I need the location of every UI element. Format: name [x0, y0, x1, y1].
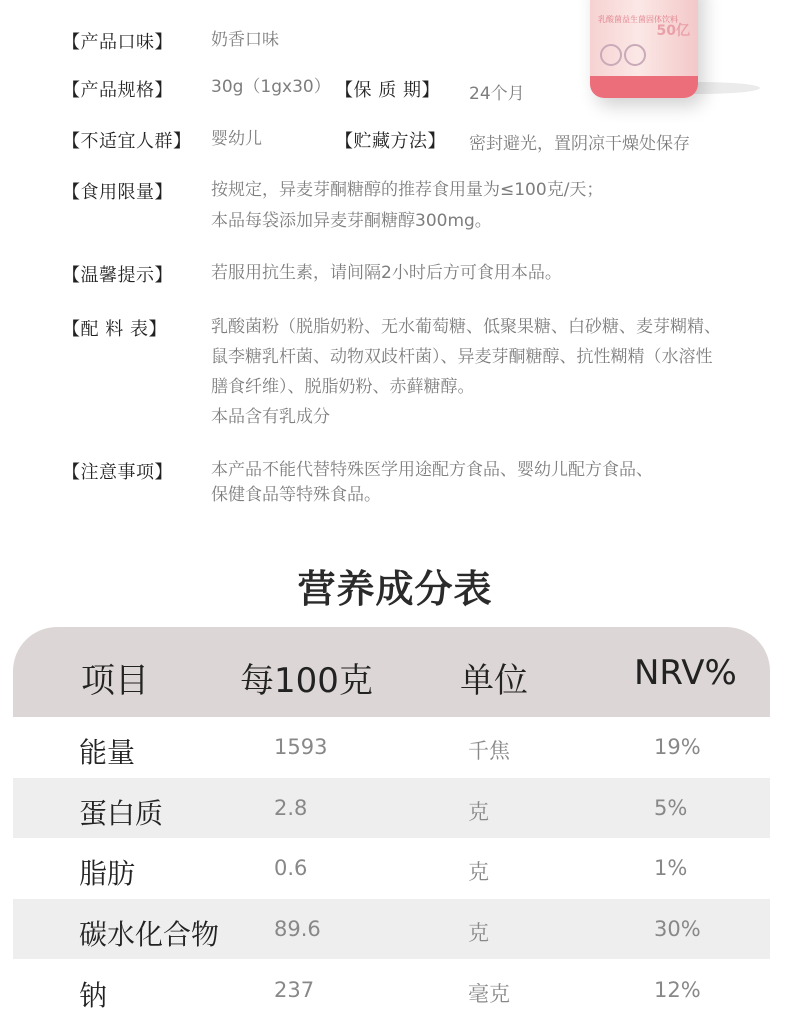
- flavor-value: 奶香口味: [211, 30, 279, 50]
- table-row: [13, 960, 770, 1020]
- can-text: 乳酸菌益生菌固体饮料: [598, 15, 678, 24]
- cell-value: 2.8: [274, 796, 308, 820]
- notes-line-2: 保健食品等特殊食品。: [211, 485, 381, 505]
- cell-unit: 克: [468, 800, 489, 824]
- ingredients-line-1: 乳酸菌粉（脱脂奶粉、无水葡萄糖、低聚果糖、白砂糖、麦芽糊精、: [211, 317, 721, 337]
- can-band: [590, 76, 698, 98]
- storage-value: 密封避光，置阴凉干燥处保存: [469, 134, 690, 154]
- cell-item: 蛋白质: [79, 797, 164, 830]
- cell-nrv: 30%: [654, 917, 701, 941]
- flavor-label: 【产品口味】: [62, 32, 173, 53]
- cell-value: 237: [274, 978, 315, 1002]
- storage-label: 【贮藏方法】: [335, 131, 446, 152]
- cell-unit: 克: [468, 921, 489, 945]
- spec-value: 30g（1gx30）: [211, 77, 331, 97]
- ingredients-line-2: 鼠李糖乳杆菌、动物双歧杆菌）、异麦芽酮糖醇、抗性糊精（水溶性: [211, 347, 713, 367]
- cell-nrv: 19%: [654, 735, 701, 759]
- header-unit: 单位: [460, 661, 528, 701]
- tips-value: 若服用抗生素，请间隔2小时后方可食用本品。: [211, 263, 562, 283]
- nutrition-title: 营养成分表: [297, 567, 493, 611]
- product-can-image: [590, 0, 698, 98]
- table-row: [13, 838, 770, 898]
- header-item: 项目: [81, 661, 149, 701]
- limit-label: 【食用限量】: [62, 182, 173, 203]
- can-percent: 50亿: [656, 23, 690, 39]
- cell-nrv: 1%: [654, 856, 688, 880]
- cell-value: 0.6: [274, 856, 308, 880]
- unsuitable-value: 婴幼儿: [211, 129, 262, 149]
- table-row: [13, 899, 770, 959]
- limit-line-2: 本品每袋添加异麦芽酮糖醇300mg。: [211, 211, 492, 231]
- cell-nrv: 12%: [654, 978, 701, 1002]
- cell-value: 89.6: [274, 917, 321, 941]
- table-header: [13, 627, 770, 717]
- shelf-life-value: 24个月: [469, 84, 525, 104]
- cell-unit: 毫克: [468, 982, 510, 1006]
- cell-item: 能量: [79, 736, 136, 769]
- ingredients-line-3: 膳食纤维）、脱脂奶粉、赤藓糖醇。: [211, 377, 475, 397]
- cell-value: 1593: [274, 735, 328, 759]
- cell-unit: 千焦: [468, 739, 510, 763]
- cell-item: 碳水化合物: [79, 918, 220, 951]
- header-per-100g: 每100克: [240, 661, 373, 701]
- table-row: [13, 717, 770, 777]
- ingredients-label: 【配 料 表】: [62, 319, 167, 340]
- cell-item: 钠: [79, 979, 108, 1012]
- unsuitable-label: 【不适宜人群】: [62, 131, 192, 152]
- notes-line-1: 本产品不能代替特殊医学用途配方食品、婴幼儿配方食品、: [211, 460, 653, 480]
- limit-line-1: 按规定，异麦芽酮糖醇的推荐食用量为≤100克/天；: [211, 180, 604, 200]
- cell-nrv: 5%: [654, 796, 688, 820]
- notes-label: 【注意事项】: [62, 462, 173, 483]
- table-row: [13, 778, 770, 838]
- sgs-badge-icon: [600, 44, 622, 66]
- cell-item: 脂肪: [79, 857, 136, 890]
- spec-label: 【产品规格】: [62, 80, 173, 101]
- cell-unit: 克: [468, 860, 489, 884]
- shelf-life-label: 【保 质 期】: [335, 80, 440, 101]
- header-nrv: NRV%: [634, 653, 737, 693]
- ingredients-line-4: 本品含有乳成分: [211, 407, 330, 427]
- bb12-badge-icon: [624, 44, 646, 66]
- tips-label: 【温馨提示】: [62, 265, 173, 286]
